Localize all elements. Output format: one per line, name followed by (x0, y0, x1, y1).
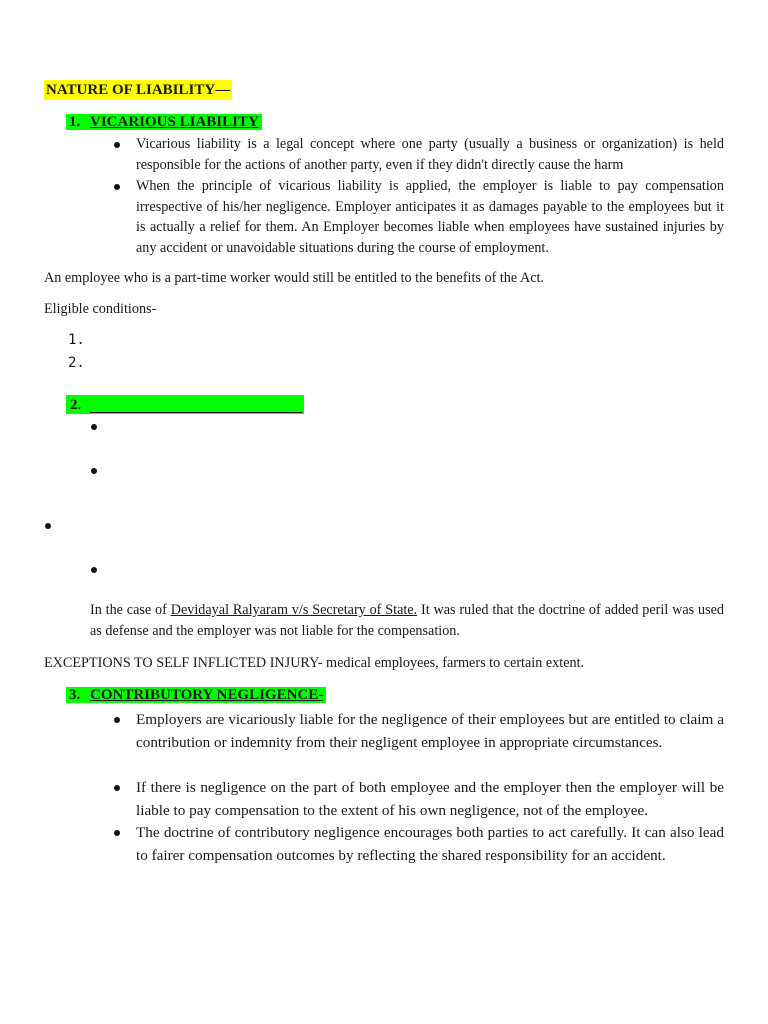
case-name: Devidayal Ralyaram v/s Secretary of State. (170, 602, 418, 618)
section-3-heading (66, 685, 326, 705)
section-3-bullet-2 (112, 776, 724, 822)
section-2-heading (66, 395, 304, 414)
section-1-title: VICARIOUS LIABILITY (90, 114, 259, 130)
case-prefix: In the case of (90, 602, 171, 618)
bullet-icon (114, 830, 120, 836)
bullet-text: If there is negligence on the part of both employee and the employer then the employer will be liable to pay compensation to the extent of his own negligence, not of the employee. (136, 779, 724, 819)
eligible-item-2: 2. (68, 355, 85, 371)
bullet-icon (114, 184, 120, 190)
bullet-text: Employers are vicariously liable for the negligence of their employees but are entitled to claim a contribution or indemnity from their negligent employee in appropriate circumstances. (136, 711, 724, 751)
case-suffix: It was ruled that the doctrine of added peril was used as defense and the employer was not liable for the compensation. (90, 602, 724, 639)
empty-bullet-4 (91, 567, 97, 573)
section-2-underline (90, 412, 302, 413)
section-3-title: CONTRIBUTORY NEGLIGENCE- (90, 687, 324, 703)
section-1-heading (66, 112, 262, 132)
section-3-bullet-1 (112, 708, 724, 754)
bullet-text: Vicarious liability is a legal concept where one party (usually a business or organization) is held responsible for the actions of another party, even if they didn't directly cause the harm (136, 136, 724, 173)
case-paragraph (90, 600, 724, 641)
section-3-number: 3. (69, 687, 81, 703)
empty-bullet-2 (91, 468, 97, 474)
document-title: NATURE OF LIABILITY— (46, 82, 231, 98)
section-1-bullet-1 (112, 134, 724, 175)
bullet-icon (114, 785, 120, 791)
empty-bullet-1 (91, 424, 97, 430)
eligible-item-1: 1. (68, 332, 85, 348)
empty-bullet-3 (45, 523, 51, 529)
bullet-icon (114, 717, 120, 723)
section-1-number: 1. (69, 114, 81, 130)
bullet-text: The doctrine of contributory negligence encourages both parties to act carefully. It can also lead to fairer compensation outcomes by reflecting the shared responsibility for an accident. (136, 824, 724, 864)
part-time-note: An employee who is a part-time worker would still be entitled to the benefits of the Act. (44, 270, 544, 286)
section-3-bullet-3 (112, 821, 724, 867)
eligible-conditions-label: Eligible conditions- (44, 301, 157, 317)
bullet-icon (114, 142, 120, 148)
section-2-number: 2. (70, 397, 82, 413)
section-1-bullet-2 (112, 176, 724, 258)
exceptions-line: EXCEPTIONS TO SELF INFLICTED INJURY- medical employees, farmers to certain extent. (44, 655, 585, 671)
bullet-text: When the principle of vicarious liability is applied, the employer is liable to pay compensation irrespective of his/her negligence. Employer anticipates it as damages payable to the employees but it is actually a relief for them. An Employer becomes liable when employees have sustained injuries by any accident or unavoidable situations during the course of employment. (136, 178, 724, 256)
